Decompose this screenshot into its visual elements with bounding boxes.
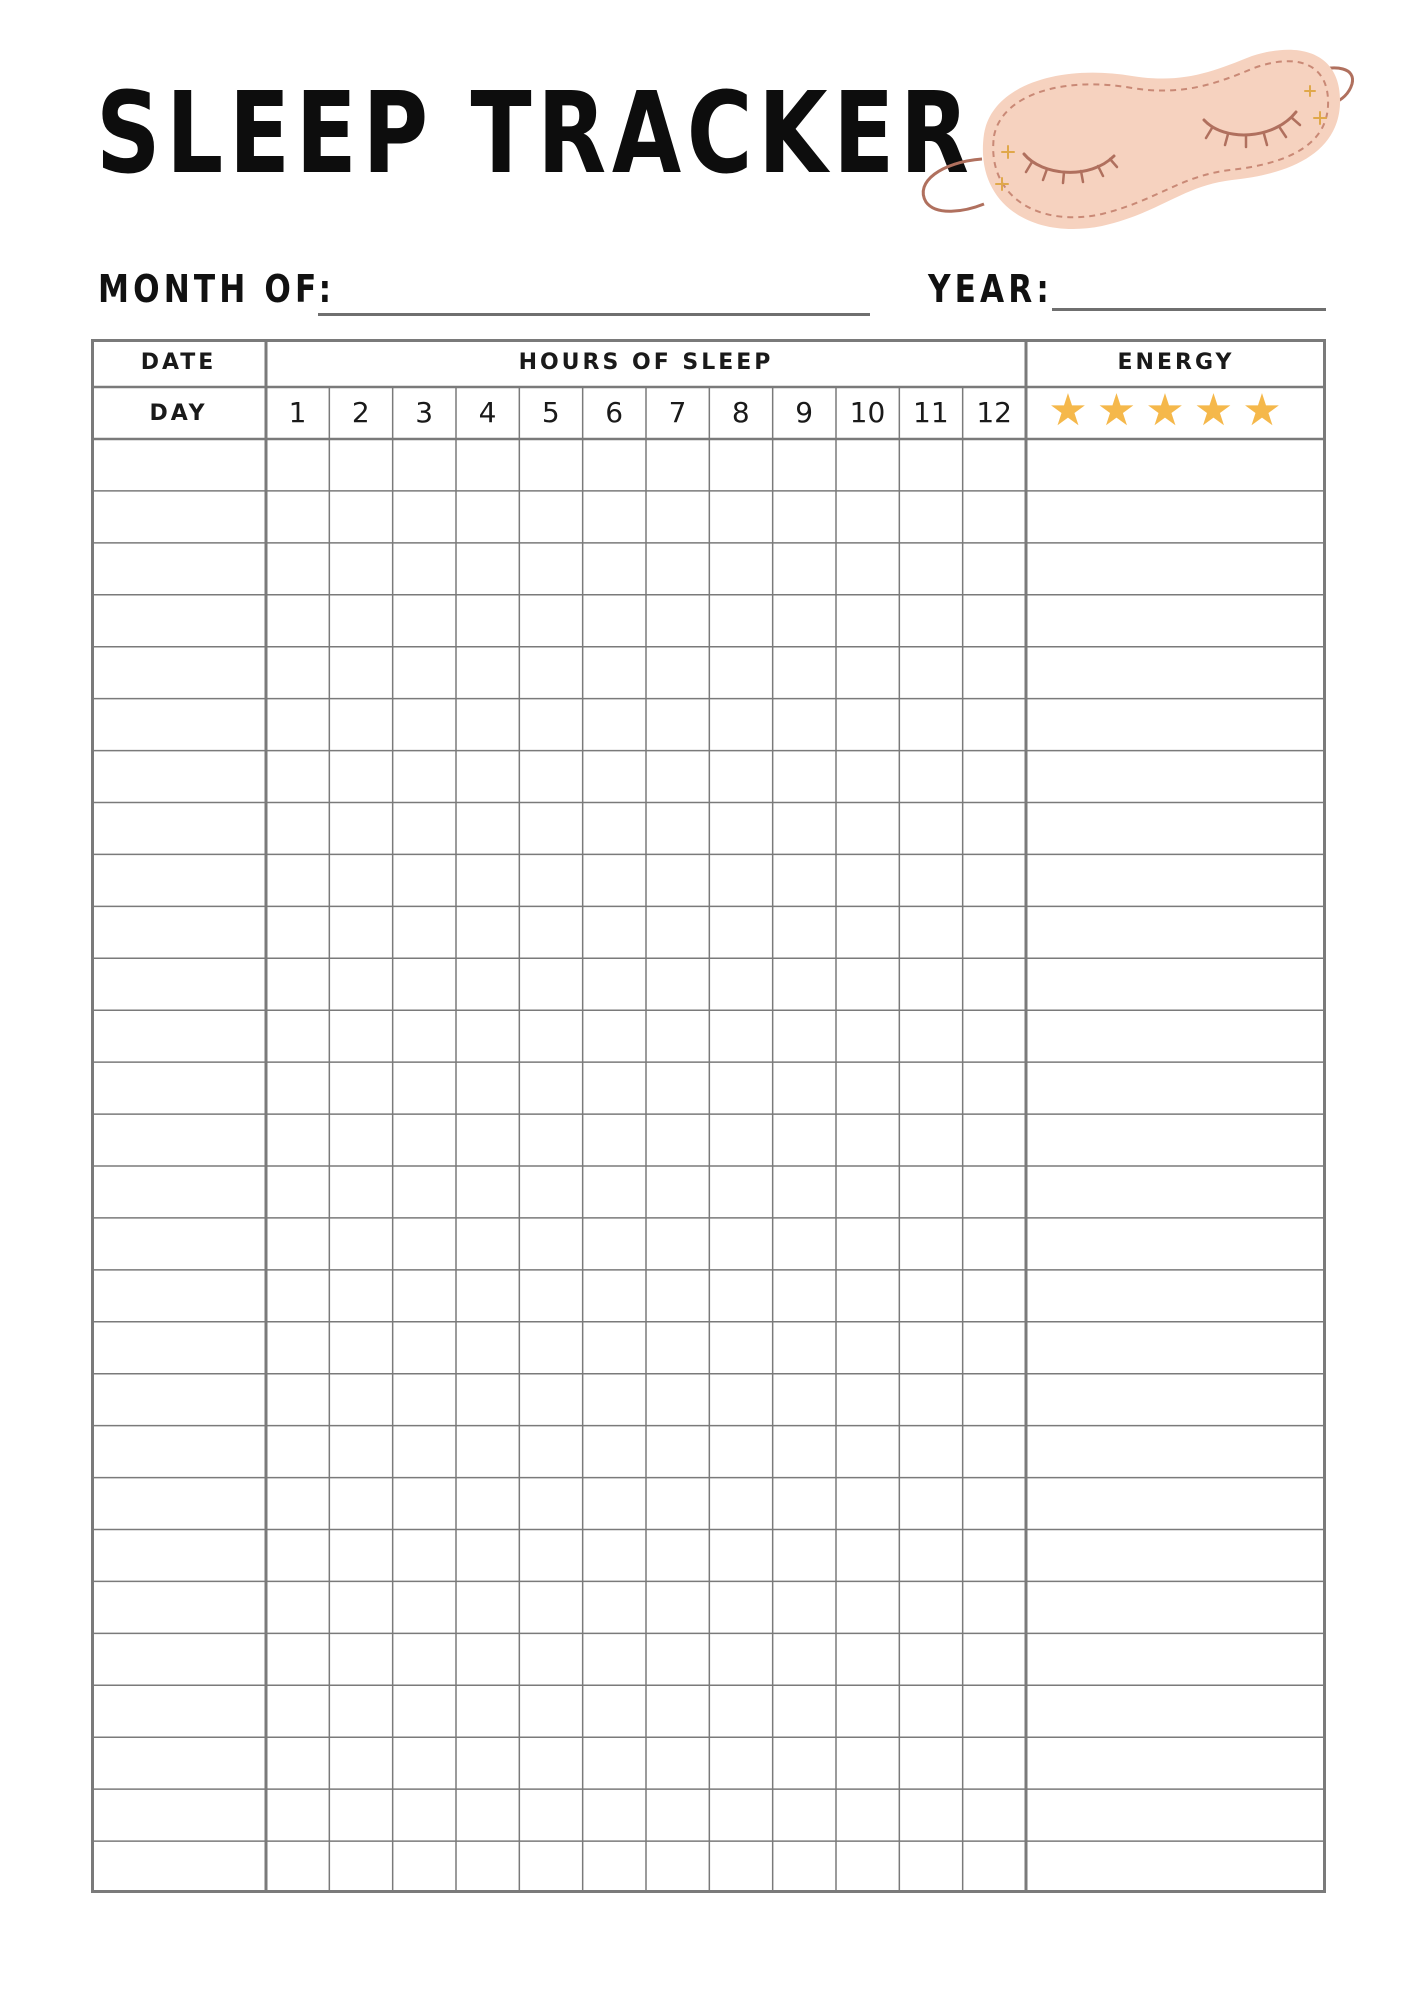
table-grid [91,339,1326,1893]
star-icon: ★ [1145,385,1185,436]
hour-number: 2 [351,396,370,429]
sleep-mask-icon [912,34,1364,242]
hour-number: 5 [541,396,560,429]
hour-number: 10 [849,396,886,429]
hour-number: 7 [668,396,687,429]
hour-number: 6 [605,396,624,429]
hour-number: 3 [415,396,434,429]
star-icon: ★ [1048,385,1088,436]
hour-number: 11 [913,396,949,429]
page-title: SLEEP TRACKER [96,69,975,199]
hour-number: 1 [288,396,307,429]
hour-number: 9 [795,396,814,429]
energy-header: ENERGY [1117,350,1235,375]
hour-number: 4 [478,396,497,429]
sleep-tracker-table [91,339,1326,1893]
day-header: DAY [149,401,208,426]
star-icon: ★ [1242,385,1282,436]
date-header: DATE [140,350,217,375]
month-field[interactable] [318,313,870,316]
star-icon: ★ [1096,385,1137,436]
hours-of-sleep-header: HOURS OF SLEEP [518,350,774,375]
hour-number: 12 [976,396,1012,429]
year-label: YEAR: [928,267,1053,311]
table-border [93,341,1325,1892]
star-icon: ★ [1193,385,1234,436]
month-label: MONTH OF: [98,267,336,311]
year-field[interactable] [1052,308,1326,311]
hour-number: 8 [731,396,750,429]
